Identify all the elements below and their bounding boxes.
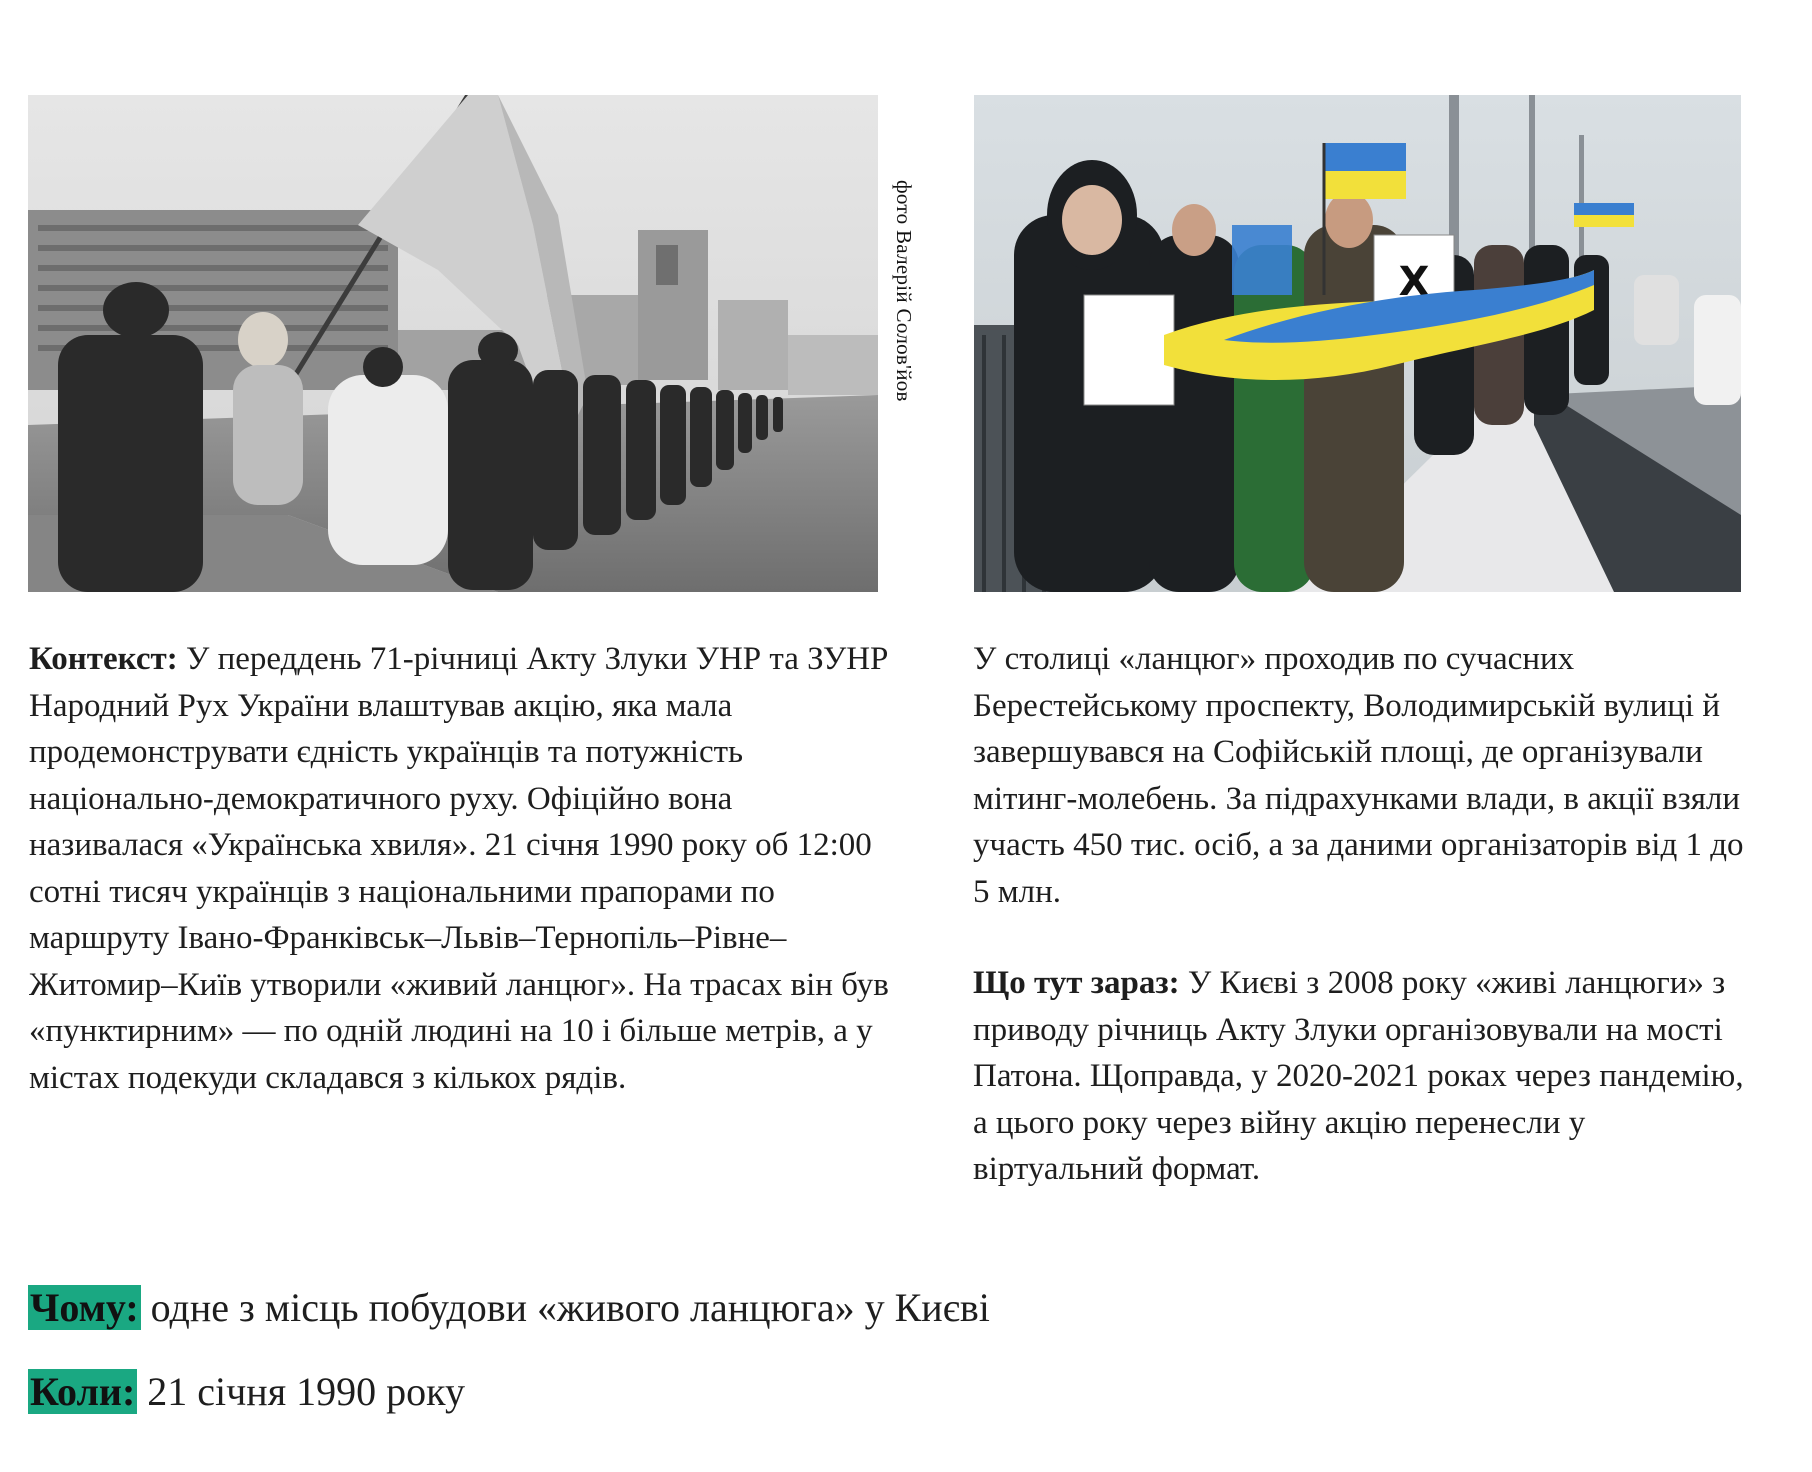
- context-label: Контекст:: [29, 641, 178, 677]
- historical-photo-chain-1990: [28, 95, 878, 592]
- context-text: У переддень 71-річниці Акту Злуки УНР та ЗУНР Народний Рух України влаштував акцію, яка мала продемонструвати єдність українців та потужність національно-демократичного руху. Офіційно вона називалася «Українська хвиля». 21 січня 1990 року об 12:00 сотні тисяч українців з національними прапорами по маршруту Івано-Франківськ–Львів–Тернопіль–Рівне–Житомир–Київ утворили «живий ланцюг». На трасах він був «пунктирним» — по одній людині на 10 і більше метрів, а у містах подекуди складався з кількох рядів.: [29, 641, 889, 1096]
- when-label: Коли:: [30, 1369, 136, 1414]
- modern-photo-chain-bridge: [974, 95, 1741, 592]
- capital-paragraph: У столиці «ланцюг» проходив по сучасних Берестейському проспекту, Володимирській вулиці й завершувався на Софійській площі, де організували мітинг-молебень. За підрахунками влади, в акції взяли участь 450 тис. осіб, а за даними організаторів від 1 до 5 млн.: [973, 641, 1744, 910]
- now-label: Що тут зараз:: [973, 965, 1180, 1001]
- why-label: Чому:: [30, 1285, 139, 1330]
- svg-text:Х: Х: [1398, 259, 1430, 305]
- when-text: 21 січня 1990 року: [137, 1369, 465, 1414]
- now-text: У Києві з 2008 року «живі ланцюги» з приводу річниць Акту Злуки організовували на мості Патона. Щоправда, у 2020-2021 роках через пандемію, а цього року через війну акцію перенесли у віртуальний формат.: [973, 965, 1744, 1187]
- context-paragraph: [29, 636, 889, 1101]
- why-line: [28, 1282, 990, 1334]
- photo-credit: фото Валерій Солов'йов: [892, 180, 916, 402]
- now-paragraph: [973, 960, 1763, 1193]
- when-line: [28, 1366, 465, 1418]
- why-text: одне з місць побудови «живого ланцюга» у Києві: [140, 1285, 990, 1330]
